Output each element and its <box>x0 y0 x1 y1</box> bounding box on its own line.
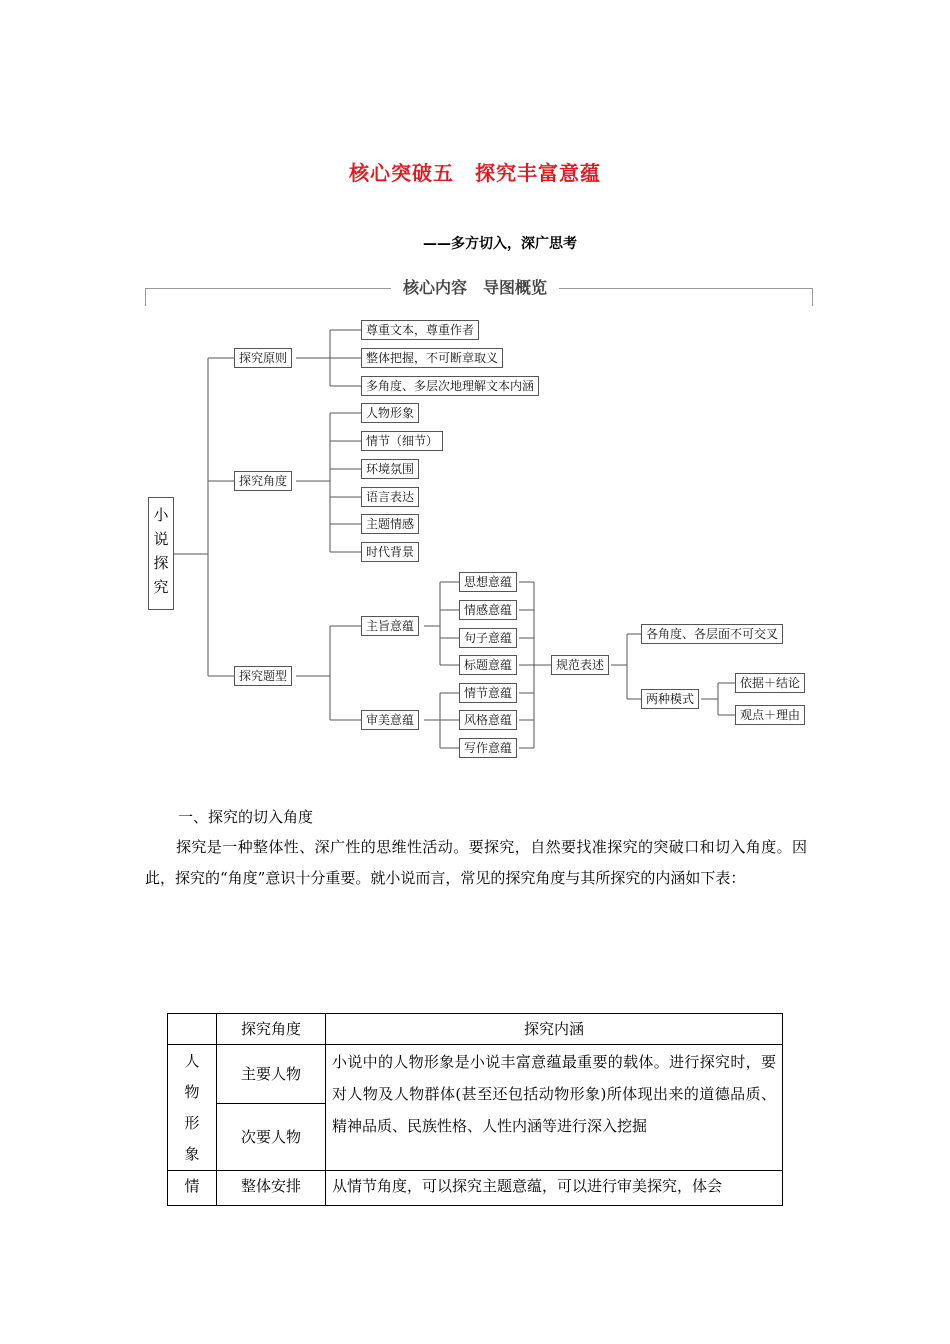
table-row <box>168 1045 783 1104</box>
section-banner: 核心内容 导图概览 <box>0 275 950 298</box>
node-theme-item: 标题意蕴 <box>459 655 517 675</box>
node-modes: 两种模式 <box>641 689 699 709</box>
node-theme-item: 思想意蕴 <box>459 572 517 592</box>
group-char: 人 <box>184 1051 200 1070</box>
node-theme-item: 句子意蕴 <box>459 628 517 648</box>
page-subtitle: ——多方切入，深广思考 <box>423 236 577 252</box>
table-header-row <box>168 1014 783 1045</box>
root-char: 究 <box>153 578 169 596</box>
node-theme: 主旨意蕴 <box>361 616 419 636</box>
angle-table <box>167 1013 783 1206</box>
group-char: 形 <box>184 1113 200 1132</box>
section-heading: 一、探究的切入角度 <box>178 808 314 826</box>
page-title: 核心突破五 探究丰富意蕴 <box>349 161 601 185</box>
node-types: 探究题型 <box>234 666 292 686</box>
table-angle-cell: 整体安排 <box>217 1171 326 1206</box>
node-mode-item: 观点＋理由 <box>735 705 805 725</box>
node-angle-item: 环境氛围 <box>361 459 419 479</box>
table-header-cell <box>168 1014 217 1045</box>
node-angle-item: 人物形象 <box>361 403 419 423</box>
table-group-cell: 情 <box>168 1171 217 1206</box>
table-angle-cell: 次要人物 <box>217 1104 326 1171</box>
node-principle-item: 整体把握，不可断章取义 <box>361 348 503 368</box>
table-content-cell: 小说中的人物形象是小说丰富意蕴最重要的载体。进行探究时，要对人物及人物群体(甚至还包括动物形象)所体现出来的道德品质、精神品质、民族性格、人性内涵等进行深入挖掘 <box>326 1045 783 1171</box>
root-char: 探 <box>153 554 169 572</box>
node-norm-rule: 各角度、各层面不可交叉 <box>641 624 783 644</box>
node-aesthetic-item: 风格意蕴 <box>459 710 517 730</box>
body-paragraph: 探究是一种整体性、深广性的思维性活动。要探究，自然要找准探究的突破口和切入角度。因此，探究的“角度”意识十分重要。就小说而言，常见的探究角度与其所探究的内涵如下表： <box>145 838 807 887</box>
table-angle-cell: 主要人物 <box>217 1045 326 1104</box>
mindmap-root <box>148 497 174 610</box>
node-norm: 规范表述 <box>551 655 609 675</box>
node-aesthetic-item: 情节意蕴 <box>459 683 517 703</box>
node-theme-item: 情感意蕴 <box>459 600 517 620</box>
node-principle-item: 多角度、多层次地理解文本内涵 <box>361 376 539 396</box>
table-row <box>168 1171 783 1206</box>
node-angle-item: 语言表达 <box>361 487 419 507</box>
node-mode-item: 依据＋结论 <box>735 673 805 693</box>
table-content-cell: 从情节角度，可以探究主题意蕴，可以进行审美探究，体会 <box>326 1171 783 1206</box>
node-angle-item: 时代背景 <box>361 542 419 562</box>
group-char: 物 <box>184 1082 200 1101</box>
node-aesthetic-item: 写作意蕴 <box>459 738 517 758</box>
node-aesthetic: 审美意蕴 <box>361 710 419 730</box>
node-principle: 探究原则 <box>234 348 292 368</box>
node-angle-item: 情节（细节） <box>361 431 443 451</box>
root-char: 小 <box>153 506 169 524</box>
node-angle-item: 主题情感 <box>361 514 419 534</box>
group-char: 象 <box>184 1144 200 1163</box>
table-group-cell <box>168 1045 217 1171</box>
node-angle: 探究角度 <box>234 471 292 491</box>
node-principle-item: 尊重文本，尊重作者 <box>361 320 479 340</box>
root-char: 说 <box>153 530 169 548</box>
table-header-cell: 探究内涵 <box>326 1014 783 1045</box>
table-header-cell: 探究角度 <box>217 1014 326 1045</box>
